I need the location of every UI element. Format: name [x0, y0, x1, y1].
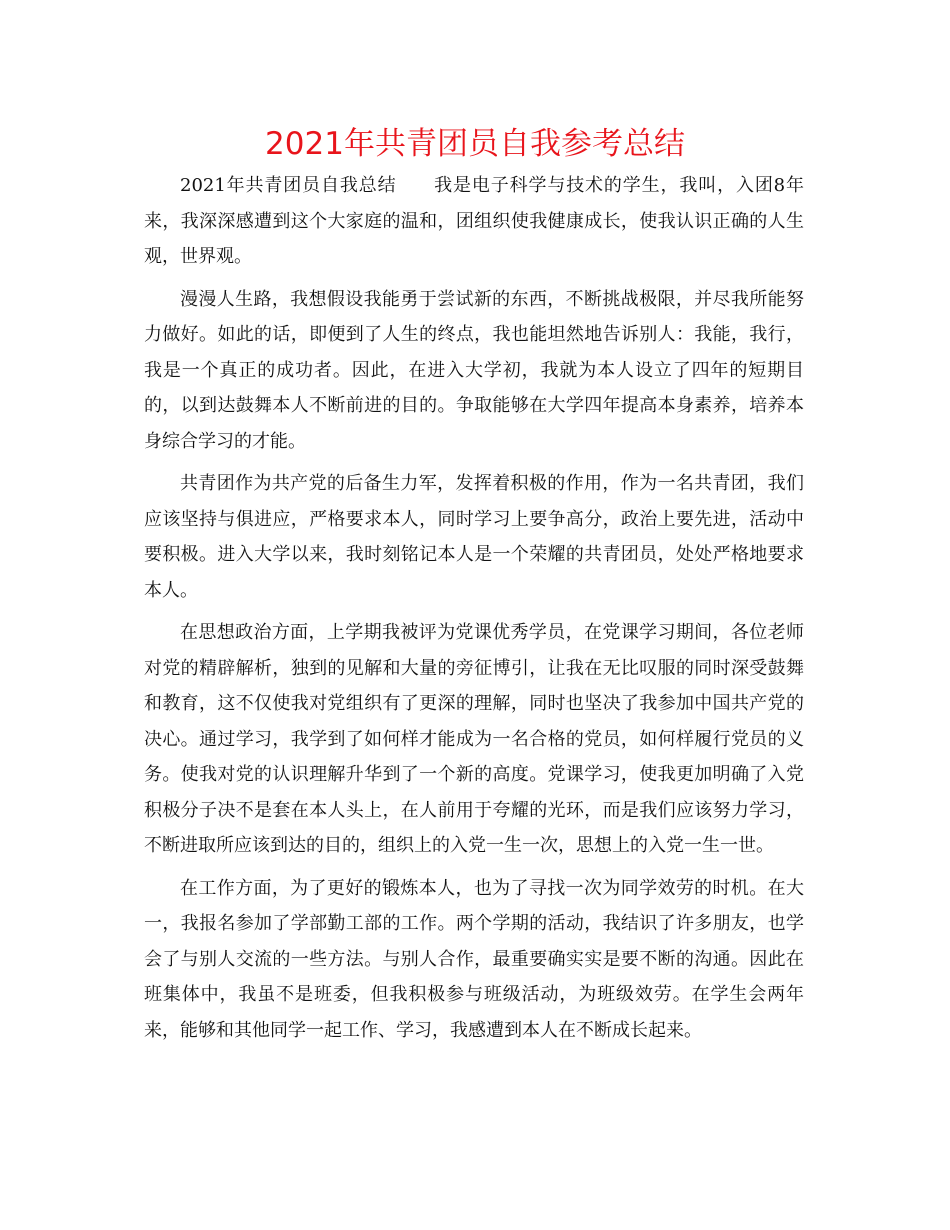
paragraph-3: 共青团作为共产党的后备生力军，发挥着积极的作用，作为一名共青团，我们应该坚持与俱进应，严格要求本人，同时学习上要争高分，政治上要先进，活动中要积极。进入大学以来，我时刻铭记本人是一个荣耀的共青团员，处处严格地要求本人。: [144, 473, 804, 601]
paragraph-5: 在工作方面，为了更好的锻炼本人，也为了寻找一次为同学效劳的时机。在大一，我报名参加了学部勤工部的工作。两个学期的活动，我结识了许多朋友，也学会了与别人交流的一些方法。与别人合作，最重要确实实是要不断的沟通。因此在班集体中，我虽不是班委，但我积极参与班级活动，为班级效劳。在学生会两年来，能够和其他同学一起工作、学习，我感遭到本人在不断成长起来。: [144, 877, 804, 1041]
document-body: [144, 168, 804, 1055]
paragraph-1: 2021年共青团员自我总结 我是电子科学与技术的学生，我叫，入团8年来，我深深感遭到这个大家庭的温和，团组织使我健康成长，使我认识正确的人生观，世界观。: [144, 175, 804, 267]
document-title: 2021年共青团员自我参考总结: [265, 126, 685, 162]
paragraph-2: 漫漫人生路，我想假设我能勇于尝试新的东西，不断挑战极限，并尽我所能努力做好。如此的话，即便到了人生的终点，我也能坦然地告诉别人：我能，我行，我是一个真正的成功者。因此，在进入大学初，我就为本人设立了四年的短期目的，以到达鼓舞本人不断前进的目的。争取能够在大学四年提高本身素养，培养本身综合学习的才能。: [144, 288, 804, 452]
paragraph-4: 在思想政治方面，上学期我被评为党课优秀学员，在党课学习期间，各位老师对党的精辟解析，独到的见解和大量的旁征博引，让我在无比叹服的同时深受鼓舞和教育，这不仅使我对党组织有了更深的理解，同时也坚决了我参加中国共产党的决心。通过学习，我学到了如何样才能成为一名合格的党员，如何样履行党员的义务。使我对党的认识理解升华到了一个新的高度。党课学习，使我更加明确了入党积极分子决不是套在本人头上，在人前用于夸耀的光环，而是我们应该努力学习，不断进取所应该到达的目的，组织上的入党一生一次，思想上的入党一生一世。: [144, 622, 804, 856]
